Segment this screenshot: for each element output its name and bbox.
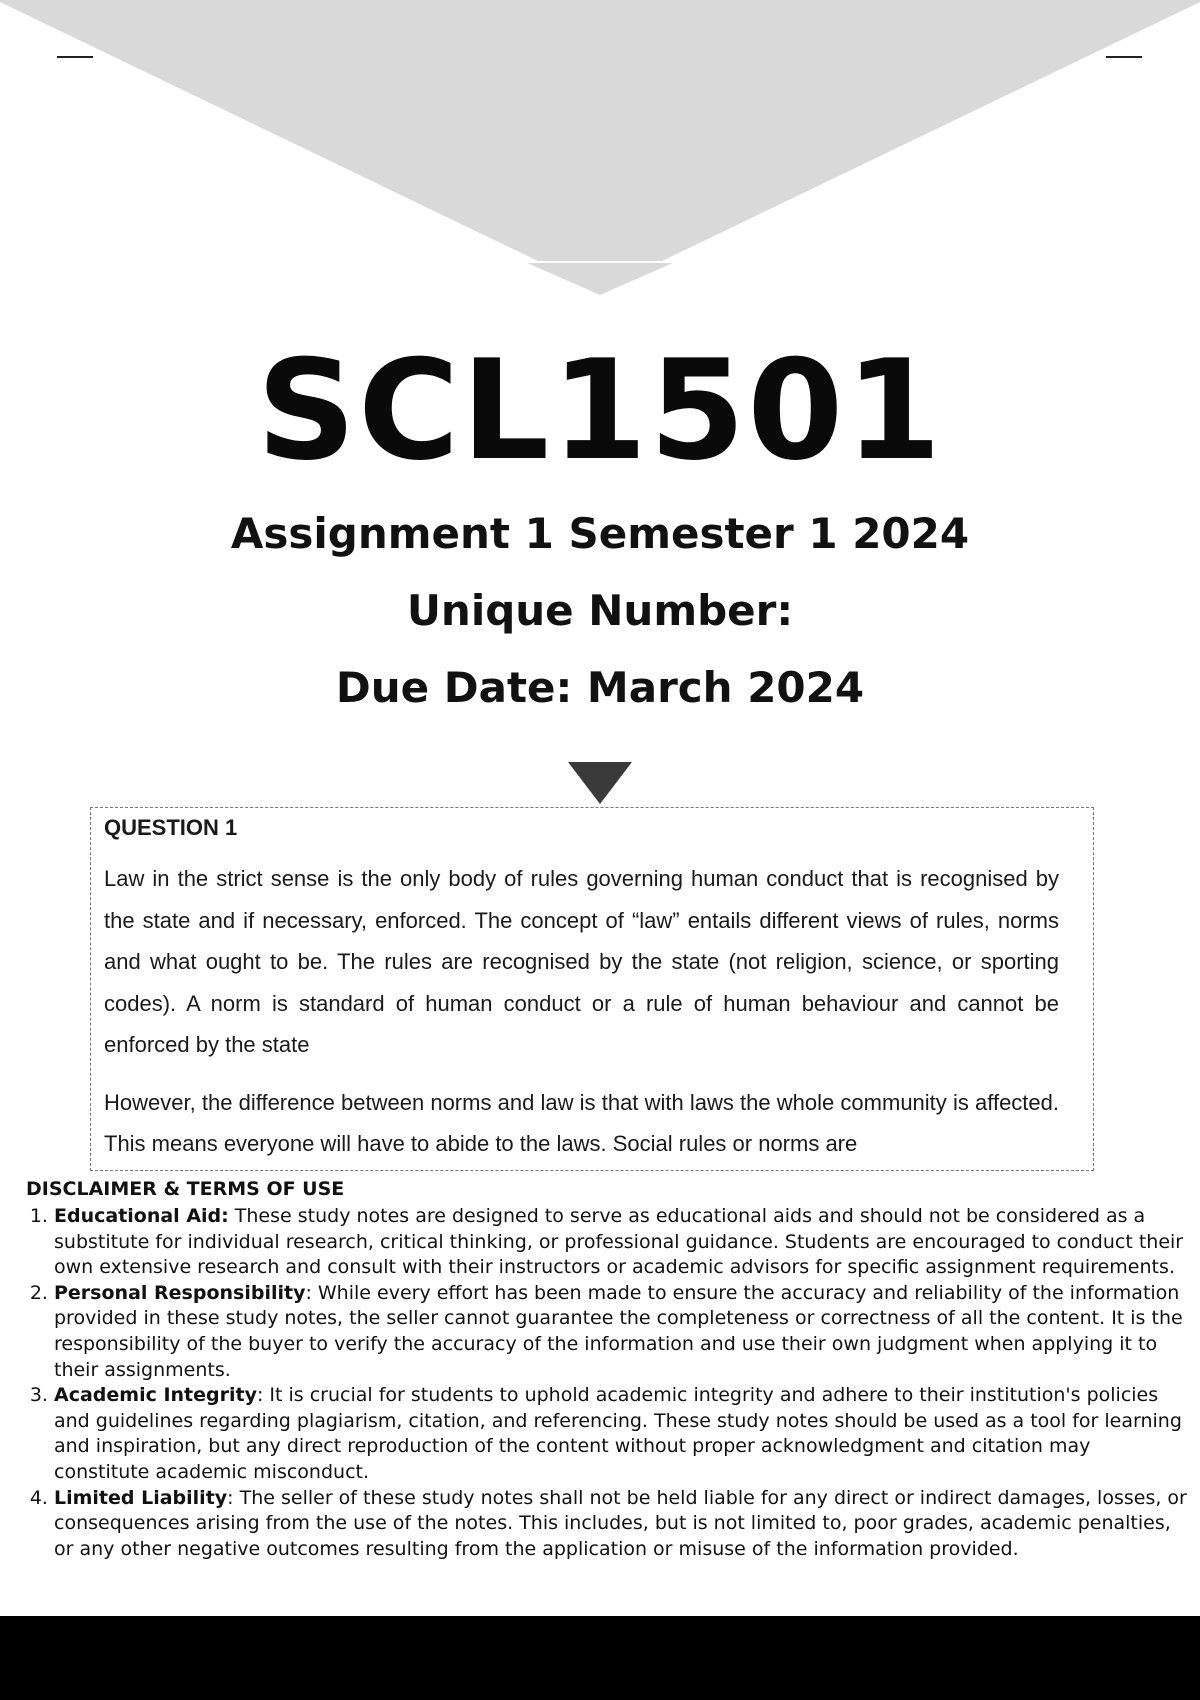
- assignment-title: Assignment 1 Semester 1 2024: [230, 509, 970, 558]
- question-paragraph: However, the difference between norms and law is that with laws the whole community is affected. This means everyone will have to abide to the laws. Social rules or norms are: [104, 1089, 1059, 1156]
- question-box: [90, 807, 1094, 1171]
- triangle-down-icon: [568, 762, 632, 804]
- disclaimer-title: DISCLAIMER & TERMS OF USE: [26, 1178, 345, 1200]
- disclaimer-item: [54, 1281, 1190, 1383]
- disclaimer-item: [54, 1486, 1190, 1563]
- disclaimer-text: : The seller of these study notes shall not be held liable for any direct or indirect damages, losses, or consequences arising from the use of the notes. This includes, but is not limited to, poor grades, academic penalties, or any other negative outcomes resulting from the application or misuse of the information provided.: [54, 1486, 1187, 1560]
- disclaimer-text: : It is crucial for students to uphold academic integrity and adhere to their institution's policies and guidelines regarding plagiarism, citation, and referencing. These study notes should be used as a tool for learning and inspiration, but any direct reproduction of the content without proper acknowledgment and citation may constitute academic misconduct.: [54, 1384, 1182, 1483]
- disclaimer-list: [18, 1204, 1190, 1562]
- disclaimer-item: [54, 1204, 1190, 1281]
- disclaimer-section: [18, 1176, 1190, 1562]
- unique-number: Unique Number:: [406, 586, 794, 635]
- question-paragraph: Law in the strict sense is the only body of rules governing human conduct that is recognised by the state and if necessary, enforced. The concept of “law” entails different views of rules, norms and what ought to be. The rules are recognised by the state (not religion, science, or sporting codes). A norm is standard of human conduct or a rule of human behaviour and cannot be enforced by the state: [104, 866, 1059, 1057]
- course-code: SCL1501: [256, 330, 944, 491]
- corner-rule-left: [57, 56, 93, 58]
- disclaimer-term: Limited Liability: [54, 1486, 228, 1509]
- corner-rule-right: [1106, 56, 1142, 58]
- due-date: Due Date: March 2024: [335, 663, 865, 712]
- disclaimer-text: These study notes are designed to serve as educational aids and should not be considered as a substitute for individual research, critical thinking, or professional guidance. Students are encouraged to conduct their own extensive research and consult with their instructors or academic advisors for specific assignment requirements.: [54, 1205, 1184, 1279]
- disclaimer-term: Academic Integrity: [54, 1384, 257, 1407]
- disclaimer-term: Personal Responsibility: [54, 1281, 306, 1304]
- question-heading: QUESTION 1: [104, 815, 238, 840]
- disclaimer-term: Educational Aid:: [54, 1205, 229, 1227]
- top-chevron-banner: [0, 0, 1200, 300]
- disclaimer-text: : While every effort has been made to ensure the accuracy and reliability of the information provided in these study notes, the seller cannot guarantee the completeness or correctness of all the content. It is the responsibility of the buyer to verify the accuracy of the information and use their own judgment when applying it to their assignments.: [54, 1281, 1183, 1381]
- footer-bar: [0, 1616, 1200, 1700]
- disclaimer-item: [54, 1383, 1190, 1485]
